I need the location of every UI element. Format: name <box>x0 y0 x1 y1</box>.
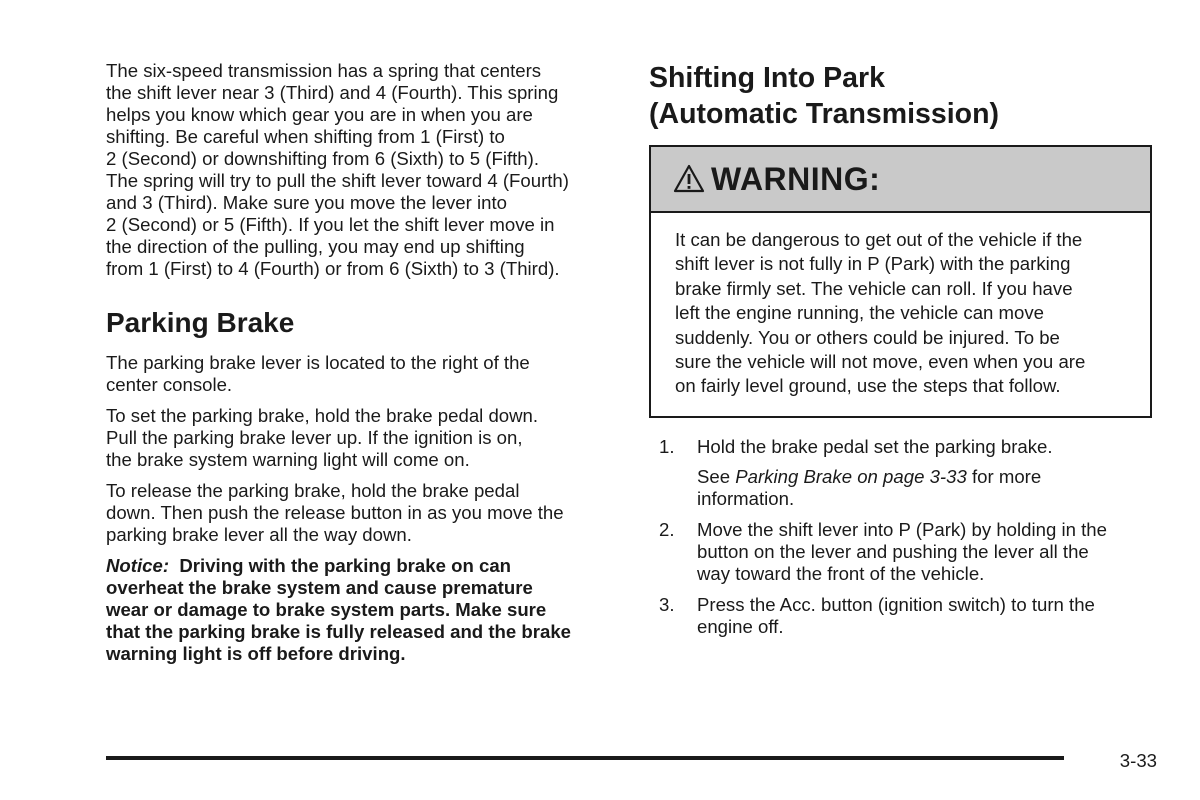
paragraph-line: center console. <box>106 374 233 395</box>
intro-line: from 1 (First) to 4 (Fourth) or from 6 (Sixth) to 3 (Third). <box>106 258 560 279</box>
right-column <box>649 60 1154 647</box>
intro-line: The spring will try to pull the shift lever toward 4 (Fourth) <box>106 170 569 191</box>
step-item <box>649 436 1154 510</box>
notice-line: that the parking brake is fully released and the brake <box>106 621 571 642</box>
step-number: 1. <box>659 435 675 457</box>
notice-paragraph <box>106 555 626 665</box>
paragraph-line: Pull the parking brake lever up. If the ignition is on, <box>106 427 523 448</box>
intro-line: shifting. Be careful when shifting from 1 (First) to <box>106 126 505 147</box>
paragraph-line: parking brake lever all the way down. <box>106 524 412 545</box>
release-parking-brake-paragraph <box>106 480 626 546</box>
warning-line: on fairly level ground, use the steps that follow. <box>675 375 1061 397</box>
parking-brake-heading: Parking Brake <box>106 307 295 338</box>
intro-line: The six-speed transmission has a spring that centers <box>106 60 542 81</box>
warning-line: suddenly. You or others could be injured. To be <box>675 326 1060 348</box>
notice-first-line <box>106 555 626 577</box>
left-column <box>106 60 626 665</box>
notice-line: warning light is off before driving. <box>106 643 406 664</box>
step-item <box>649 594 1154 638</box>
warning-line: left the engine running, the vehicle can move <box>675 302 1045 324</box>
intro-line: helps you know which gear you are in when you are <box>106 104 533 125</box>
paragraph-line: the brake system warning light will come on. <box>106 449 470 470</box>
set-parking-brake-paragraph <box>106 405 626 471</box>
warning-header <box>651 147 1150 213</box>
page-number: 3-33 <box>1119 750 1157 771</box>
step-see-reference <box>697 466 1154 510</box>
notice-text: Driving with the parking brake on can <box>179 555 512 576</box>
heading-line: (Automatic Transmission) <box>649 98 999 130</box>
see-reference-line <box>697 466 1154 488</box>
notice-line: wear or damage to brake system parts. Make sure <box>106 599 547 620</box>
step-line: Press the Acc. button (ignition switch) to turn the <box>697 593 1095 615</box>
park-steps-list <box>649 436 1154 638</box>
warning-body <box>651 213 1150 416</box>
parking-brake-location-paragraph <box>106 352 626 396</box>
step-number: 3. <box>659 593 675 615</box>
step-content <box>697 436 1154 510</box>
page-reference-link: Parking Brake on page 3-33 <box>735 465 967 487</box>
step-content <box>697 594 1154 638</box>
step-number: 2. <box>659 518 675 540</box>
warning-triangle-icon <box>673 163 705 195</box>
warning-line: brake firmly set. The vehicle can roll. If you have <box>675 277 1073 299</box>
step-content <box>697 519 1154 585</box>
paragraph-line: The parking brake lever is located to the right of the <box>106 352 530 373</box>
footer-rule <box>106 756 1064 760</box>
shifting-into-park-heading <box>649 60 1154 132</box>
step-line: Move the shift lever into P (Park) by holding in the <box>697 518 1107 540</box>
see-suffix: for more <box>966 465 1042 487</box>
step-line: button on the lever and pushing the lever all the <box>697 540 1089 562</box>
paragraph-line: down. Then push the release button in as you move the <box>106 502 564 523</box>
notice-label: Notice: <box>106 555 170 576</box>
warning-title: WARNING: <box>711 160 881 197</box>
warning-line: sure the vehicle will not move, even when you are <box>675 351 1086 373</box>
intro-line: the shift lever near 3 (Third) and 4 (Fourth). This spring <box>106 82 559 103</box>
warning-line: It can be dangerous to get out of the vehicle if the <box>675 229 1083 250</box>
see-reference-line: information. <box>697 487 795 509</box>
step-line: Hold the brake pedal set the parking brake. <box>697 435 1053 457</box>
intro-line: 2 (Second) or downshifting from 6 (Sixth) to 5 (Fifth). <box>106 148 539 169</box>
notice-line: overheat the brake system and cause premature <box>106 577 533 598</box>
intro-line: and 3 (Third). Make sure you move the lever into <box>106 192 507 213</box>
paragraph-line: To set the parking brake, hold the brake pedal down. <box>106 405 539 426</box>
paragraph-line: To release the parking brake, hold the brake pedal <box>106 480 520 501</box>
warning-line: shift lever is not fully in P (Park) with the parking <box>675 253 1071 275</box>
intro-paragraph <box>106 60 626 280</box>
intro-line: 2 (Second) or 5 (Fifth). If you let the shift lever move in <box>106 214 555 235</box>
warning-box <box>649 145 1152 418</box>
step-line: way toward the front of the vehicle. <box>697 562 985 584</box>
see-prefix: See <box>697 465 736 487</box>
step-item <box>649 519 1154 585</box>
step-line: engine off. <box>697 615 784 637</box>
heading-line: Shifting Into Park <box>649 62 885 94</box>
intro-line: the direction of the pulling, you may end up shifting <box>106 236 525 257</box>
